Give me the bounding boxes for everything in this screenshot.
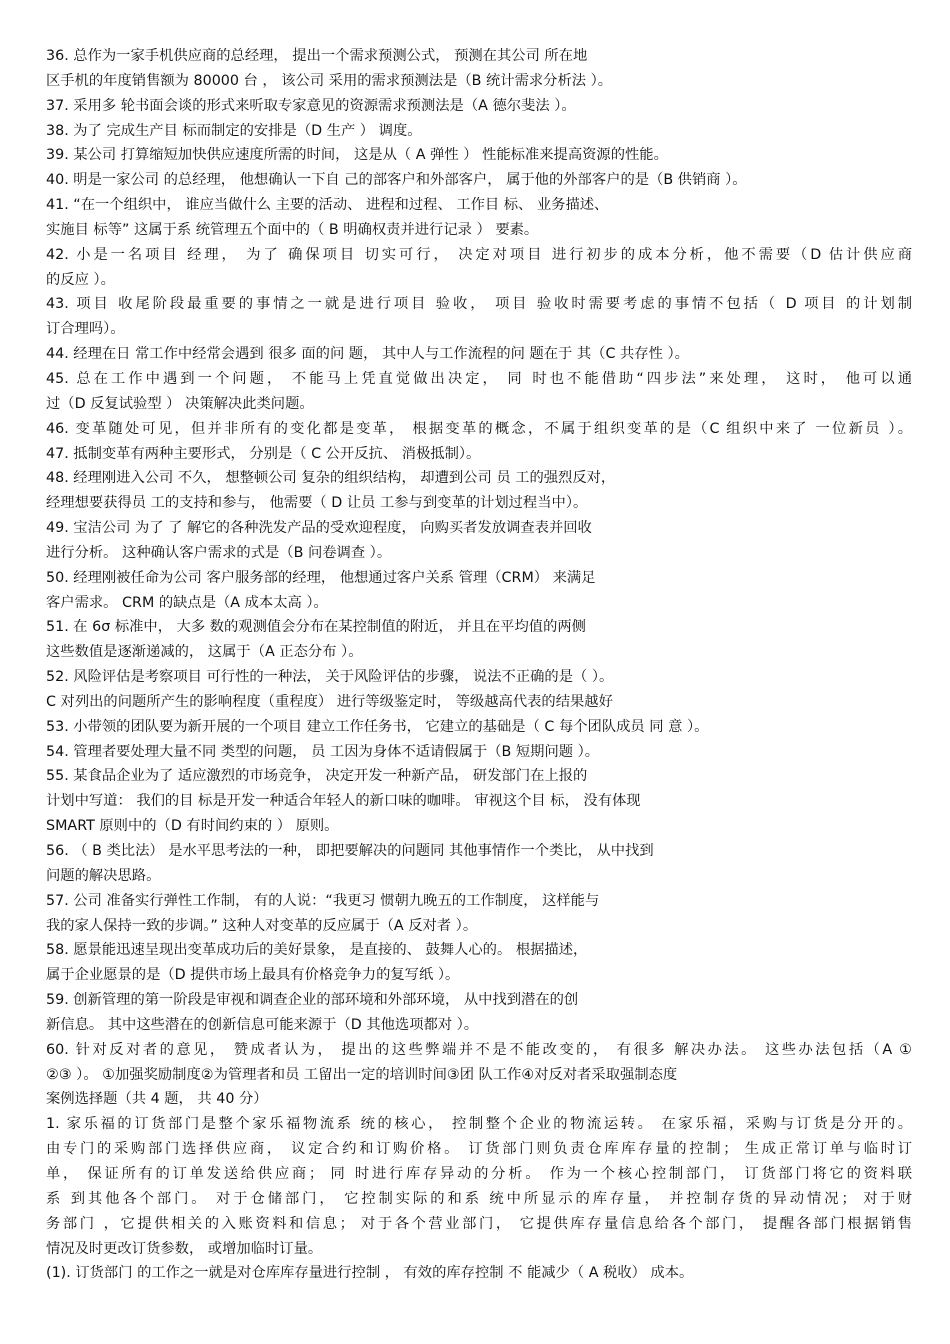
text-line: 情况及时更改订货参数， 或增加临时订量。: [46, 1240, 323, 1257]
text-line: 进行分析。 这种确认客户需求的式是（B 问卷调查 ）。: [46, 544, 392, 561]
text-line: 40. 明是一家公司 的总经理， 他想确认一下自 己的部客户和外部客户， 属于他的外部客户的是（B 供销商 ）。: [46, 172, 747, 189]
text-line: 42. 小是一名项目 经理， 为了 确保项目 切实可行， 决定对项目 进行初步的成本分析，他不需要（D 估计供应商: [46, 246, 912, 263]
text-line: 39. 某公司 打算缩短加快供应速度所需的时间， 这是从（ A 弹性 ） 性能标准来提高资源的性能。: [46, 147, 668, 164]
text-line: 由专门的采购部门选择供应商， 议定合约和订购价格。 订货部门则负责仓库库存量的控制； 生成正常订单与临时订: [46, 1141, 912, 1158]
text-line: (1). 订货部门 的工作之一就是对仓库库存量进行控制 ， 有效的库存控制 不 能减少（ A 税收） 成本。: [46, 1265, 694, 1282]
text-line: 务部门 ，它提供相关的入账资料和信息； 对于各个营业部门， 它提供库存量信息给各个部门， 提醒各部门根据销售: [46, 1215, 912, 1232]
text-line: 订合理吗）。: [46, 321, 125, 338]
text-line: 属于企业愿景的是（D 提供市场上最具有价格竞争力的复写纸 ）。: [46, 967, 460, 984]
text-line: 38. 为了 完成生产目 标而制定的安排是（D 生产 ） 调度。: [46, 122, 422, 139]
text-line: 我的家人保持一致的步调。” 这种人对变革的反应属于（A 反对者 ）。: [46, 917, 478, 934]
text-line: 41. “在一个组织中， 谁应当做什么 主要的活动、 进程和过程、 工作目 标、 业务描述、: [46, 197, 609, 214]
text-line: 单， 保证所有的订单发送给供应商； 同 时进行库存异动的分析。 作为一个核心控制部门， 订货部门将它的资料联: [46, 1165, 912, 1182]
text-line: 52. 风险评估是考察项目 可行性的一种法， 关于风险评估的步骤， 说法不正确的是（ ）。: [46, 669, 614, 686]
text-line: 1. 家乐福的订货部门是整个家乐福物流系 统的核心， 控制整个企业的物流运转。 在家乐福，采购与订货是分开的。: [46, 1116, 912, 1133]
text-line: 44. 经理在日 常工作中经常会遇到 很多 面的问 题， 其中人与工作流程的问 题在于 其（C 共存性 ）。: [46, 346, 689, 363]
text-line: 客户需求。 CRM 的缺点是（A 成本太高 ）。: [46, 594, 328, 611]
text-line: 问题的解决思路。: [46, 867, 161, 884]
text-line: 60. 针对反对者的意见， 赞成者认为， 提出的这些弊端并不是不能改变的， 有很多 解决办法。 这些办法包括（A ①: [46, 1041, 912, 1058]
text-line: 57. 公司 准备实行弹性工作制， 有的人说：“我更习 惯朝九晚五的工作制度， 这样能与: [46, 892, 600, 909]
text-line: 51. 在 6σ 标准中， 大多 数的观测值会分布在某控制值的附近， 并且在平均值的两侧: [46, 619, 586, 636]
text-line: 经理想要获得员 工的支持和参与， 他需要（ D 让员 工参与到变革的计划过程当中）。: [46, 495, 588, 512]
text-line: C 对列出的问题所产生的影响程度（重程度） 进行等级鉴定时， 等级越高代表的结果越好: [46, 693, 613, 710]
text-line: 计划中写道： 我们的目 标是开发一种适合年轻人的新口味的咖啡。 审视这个目 标， 没有体现: [46, 793, 641, 810]
text-line: 案例选择题（共 4 题， 共 40 分）: [46, 1091, 268, 1108]
text-line: ②③ ）。 ①加强奖励制度②为管理者和员 工留出一定的培训时间③团 队工作④对反对者采取强制态度: [46, 1066, 678, 1083]
text-line: 36. 总作为一家手机供应商的总经理， 提出一个需求预测公式， 预测在其公司 所在地: [46, 48, 588, 64]
text-line: 59. 创新管理的第一阶段是审视和调查企业的部环境和外部环境， 从中找到潜在的创: [46, 992, 579, 1009]
text-line: 49. 宝洁公司 为了 了 解它的各种洗发产品的受欢迎程度， 向购买者发放调查表并回收: [46, 520, 592, 537]
text-line: 实施目 标等” 这属于系 统管理五个面中的（ B 明确权责并进行记录 ） 要素。: [46, 221, 539, 238]
text-line: 47. 抵制变革有两种主要形式， 分别是（ C 公开反抗、 消极抵制）。: [46, 445, 481, 462]
text-line: 50. 经理刚被任命为公司 客户服务部的经理， 他想通过客户关系 管理（CRM） 来满足: [46, 569, 596, 586]
text-line: 56. （ B 类比法） 是水平思考法的一种， 即把要解决的问题同 其他事情作一个类比， 从中找到: [46, 843, 654, 859]
text-line: 区手机的年度销售额为 80000 台 ， 该公司 采用的需求预测法是（B 统计需求分析法 ）。: [46, 72, 613, 89]
text-line: 的反应 ）。: [46, 271, 115, 288]
text-line: 过（D 反复试验型 ） 决策解决此类问题。: [46, 395, 314, 412]
text-line: 54. 管理者要处理大量不同 类型的问题， 员 工因为身体不适请假属于（B 短期问题 ）。: [46, 743, 600, 760]
text-line: 这些数值是逐渐递减的， 这属于（A 正态分布 ）。: [46, 644, 363, 661]
text-line: 55. 某食品企业为了 适应激烈的市场竞争， 决定开发一种新产品， 研发部门在上报的: [46, 768, 588, 785]
text-line: 37. 采用多 轮书面会谈的形式来听取专家意见的资源需求预测法是（A 德尔斐法 ）。: [46, 97, 576, 114]
text-line: 43. 项目 收尾阶段最重要的事情之一就是进行项目 验收， 项目 验收时需要考虑的事情不包括（ D 项目 的计划制: [46, 296, 912, 313]
text-line: 系 到其他各个部门。 对于仓储部门， 它控制实际的和系 统中所显示的库存量， 并控制存货的异动情况； 对于财: [46, 1190, 912, 1207]
text-line: 46. 变革随处可见，但并非所有的变化都是变革， 根据变革的概念，不属于组织变革的是（C 组织中来了 一位新员 ）。: [46, 420, 912, 437]
text-line: 45. 总在工作中遇到一个问题， 不能马上凭直觉做出决定， 同 时也不能借助“四步法”来处理， 这时， 他可以通: [46, 370, 912, 387]
text-line: 53. 小带领的团队要为新开展的一个项目 建立工作任务书， 它建立的基础是（ C 每个团队成员 同 意 ）。: [46, 718, 709, 735]
text-line: SMART 原则中的（D 有时间约束的 ） 原则。: [46, 818, 339, 835]
text-line: 48. 经理刚进入公司 不久， 想整顿公司 复杂的组织结构， 却遭到公司 员 工的强烈反对，: [46, 470, 616, 487]
text-line: 新信息。 其中这些潜在的创新信息可能来源于（D 其他选项都对 ）。: [46, 1016, 479, 1033]
text-line: 58. 愿景能迅速呈现出变革成功后的美好景象， 是直接的、 鼓舞人心的。 根据描述，: [46, 942, 588, 959]
